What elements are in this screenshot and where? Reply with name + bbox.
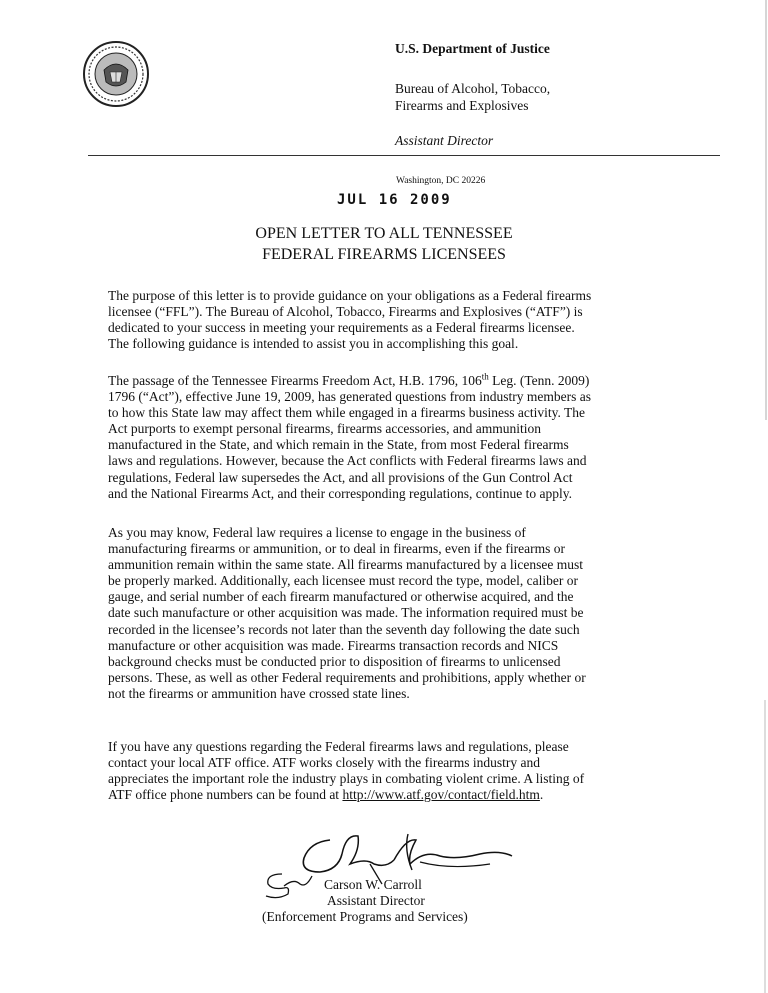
paragraph-line: not the firearms or ammunition have crossed state lines.: [108, 685, 410, 701]
letter-title-line-1: OPEN LETTER TO ALL TENNESSEE: [255, 225, 513, 242]
act-citation-text-end: Leg. (Tenn. 2009): [488, 373, 590, 388]
paragraph-line: manufacturing firearms or ammunition, or to deal in firearms, even if the firearms or: [108, 541, 565, 557]
paragraph-line: to how this State law may affect them while engaged in a firearms business activity. The: [108, 405, 585, 421]
contact-text: ATF office phone numbers can be found at: [108, 787, 343, 803]
paragraph-contact: [108, 739, 668, 803]
bureau-name-line-2: Firearms and Explosives: [395, 98, 529, 113]
paragraph-line: The purpose of this letter is to provide guidance on your obligations as a Federal firearms: [108, 288, 592, 303]
letter-title-line-2: FEDERAL FIREARMS LICENSEES: [262, 246, 506, 263]
paragraph-line: [108, 373, 668, 389]
paragraph-line: be properly marked. Additionally, each licensee must record the type, model, caliber or: [108, 573, 578, 589]
paragraph-line: recorded in the licensee’s records not later than the seventh day following the date such: [108, 621, 580, 637]
scan-edge-mark: [762, 0, 768, 993]
paragraph-line: background checks must be conducted prior to disposition of firearms to unlicensed: [108, 653, 561, 669]
paragraph-line: manufactured in the State, and which remain in the State, from most Federal firearms: [108, 437, 569, 453]
paragraph-license-requirements: [108, 525, 668, 702]
paragraph-line: 1796 (“Act”), effective June 19, 2009, has generated questions from industry members as: [108, 389, 591, 405]
doj-seal-icon: [82, 40, 150, 108]
atf-field-offices-link[interactable]: http://www.atf.gov/contact/field.htm: [342, 787, 540, 803]
paragraph-line: gauge, and serial number of each firearm manufactured or otherwise acquired, and the: [108, 589, 574, 605]
paragraph-line: regulations, Federal law supersedes the Act, and all provisions of the Gun Control Act: [108, 469, 573, 485]
bureau-name-line-1: Bureau of Alcohol, Tobacco,: [395, 81, 551, 96]
act-citation-text: The passage of the Tennessee Firearms Freedom Act, H.B. 1796, 106: [108, 373, 482, 388]
paragraph-line: licensee (“FFL”). The Bureau of Alcohol, Tobacco, Firearms and Explosives (“ATF”) is: [108, 304, 583, 320]
date-stamp: JUL 16 2009: [337, 192, 452, 208]
paragraph-line: [108, 787, 668, 803]
office-title: Assistant Director: [395, 133, 494, 148]
contact-text-end: .: [539, 787, 544, 803]
paragraph-line: and the National Firearms Act, and their corresponding regulations, continue to apply.: [108, 485, 573, 501]
signatory-name: Carson W. Carroll: [324, 877, 422, 892]
paragraph-line: Act purports to exempt personal firearms, firearms accessories, and ammunition: [108, 421, 541, 437]
department-name: U.S. Department of Justice: [395, 41, 550, 56]
paragraph-purpose: [108, 288, 668, 352]
paragraph-line: As you may know, Federal law requires a license to engage in the business of: [108, 525, 526, 540]
paragraph-line: persons. These, as well as other Federal requirements and prohibitions, apply whether or: [108, 669, 586, 685]
header-divider: [88, 155, 720, 156]
signatory-division: (Enforcement Programs and Services): [262, 909, 468, 924]
paragraph-line: date such manufacture or other acquisition was made. The information required must be: [108, 605, 584, 621]
paragraph-line: dedicated to your success in meeting your requirements as a Federal firearms licensee.: [108, 320, 575, 336]
paragraph-line: contact your local ATF office. ATF works closely with the firearms industry and: [108, 755, 541, 771]
paragraph-line: If you have any questions regarding the Federal firearms laws and regulations, please: [108, 739, 569, 754]
paragraph-line: ammunition remain within the same state. All firearms manufactured by a licensee must: [108, 557, 583, 573]
signatory-title: Assistant Director: [327, 893, 425, 908]
paragraph-line: The following guidance is intended to assist you in accomplishing this goal.: [108, 336, 519, 352]
ordinal-suffix: th: [481, 371, 489, 382]
location-line: Washington, DC 20226: [396, 176, 486, 186]
paragraph-tennessee-act: [108, 373, 668, 502]
paragraph-line: laws and regulations. However, because the Act conflicts with Federal firearms laws and: [108, 453, 587, 469]
paragraph-line: manufacture or other acquisition was made. Firearms transaction records and NICS: [108, 637, 559, 653]
paragraph-line: appreciates the important role the industry plays in combating violent crime. A listing of: [108, 771, 585, 787]
initials-scribble: [260, 868, 318, 902]
